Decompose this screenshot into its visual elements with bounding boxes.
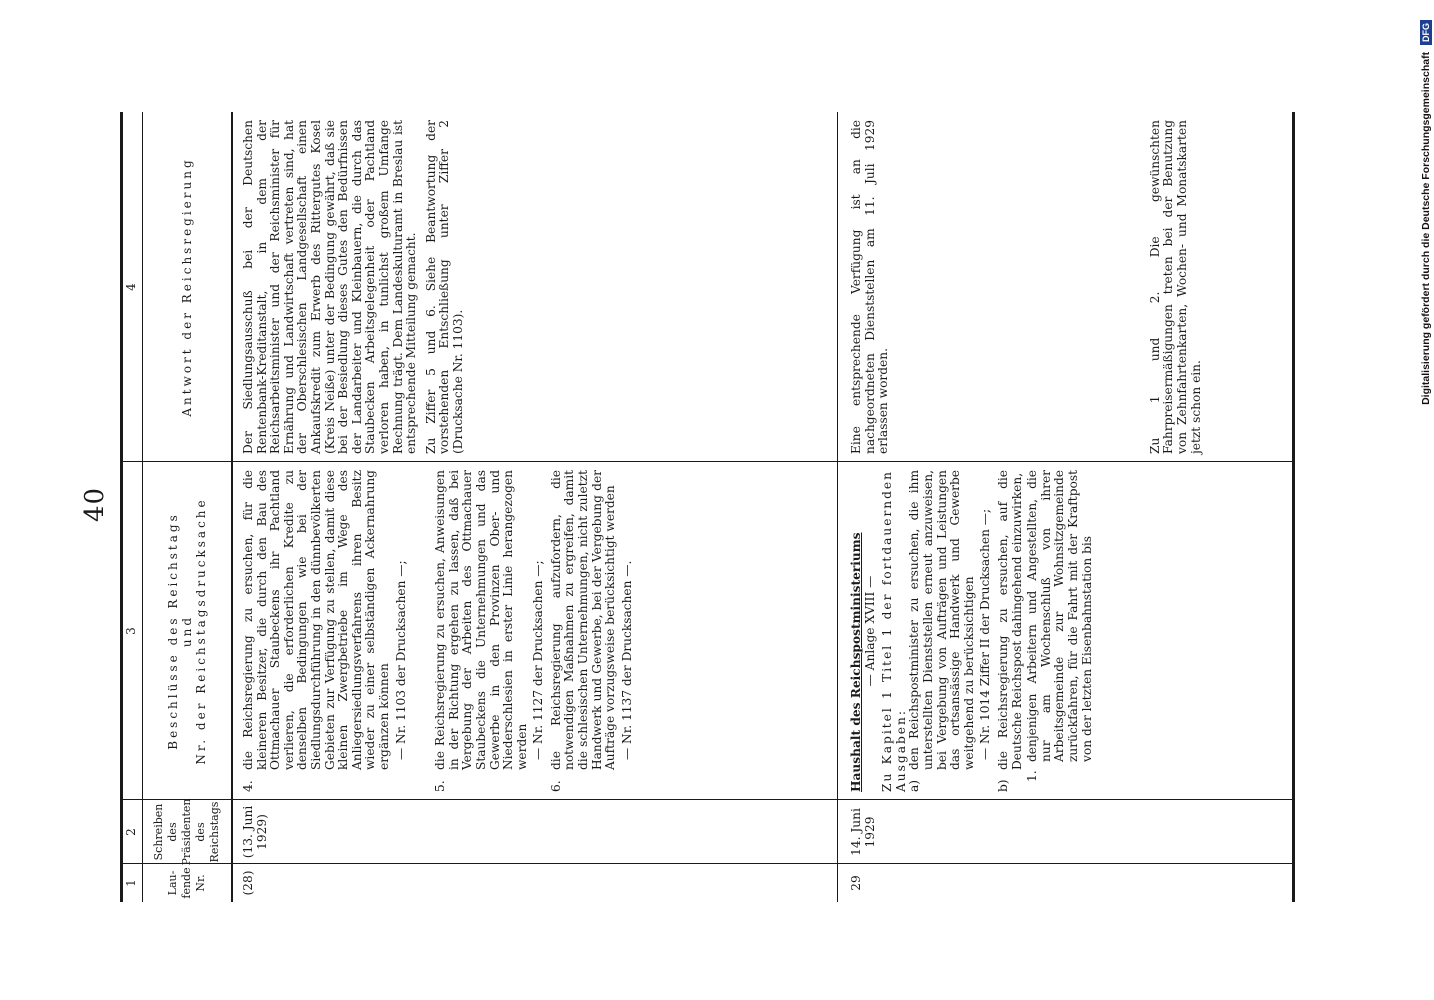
page-number: 40 bbox=[80, 486, 110, 522]
item-text: die Reichsregierung zu ersuchen, für die kleineren Besitzer, die durch den Bau des Ottmachauer Staubeckens ihr Pachtland verlieren, die erforderlichen Kredite zu denselben Bedingungen wie bei der Siedlungsdurchführung in den dünnbevölkerten Gebieten zur Verfügung zu stellen, damit diese kleinen Zwergbetriebe im Wege des Anliegersiedlungsverfahrens ihren Besitz wieder zu einer selbständigen Ackernahrung ergänzen können bbox=[241, 470, 391, 770]
funding-credit-text: Digitalisierung gefördert durch die Deutsche Forschungsgemeinschaft bbox=[1420, 51, 1432, 405]
item-number: 5. bbox=[433, 780, 448, 792]
column-divider bbox=[120, 461, 1295, 462]
drucksache-reference: — Nr. 1014 Ziffer II der Drucksachen —; bbox=[978, 508, 993, 760]
item-text: die Reichsregierung zu ersuchen, Anweisungen in der Richtung ergehen zu lassen, daß bei Vergebung der Arbeiten des Ottmachauer Staubeckens die Unternehmungen und das Gewerbe in den Provinzen Ober- und Niederschlesien in erster Linie herangezogen werden bbox=[433, 470, 529, 770]
table-bottom-rule bbox=[1292, 112, 1295, 902]
column-divider bbox=[120, 863, 1295, 864]
date-line: 1929 bbox=[862, 816, 877, 848]
header-line: des bbox=[166, 822, 179, 842]
item-text: den Reichspostminister zu ersuchen, die ihm unterstellten Dienststellen erneut anzuweisen, bei Vergebung von Aufträgen und Leistungen das ortsansässige Handwerk und Gewerbe weitgehend zu berücksichtigen bbox=[907, 470, 976, 770]
item-number: 1. bbox=[1025, 770, 1040, 782]
header-line: fende bbox=[180, 867, 193, 899]
header-letter-of-president bbox=[146, 800, 228, 864]
budget-title: Haushalt des Reichspostministeriums bbox=[849, 532, 863, 792]
header-line: des bbox=[194, 822, 207, 842]
resolution-item bbox=[242, 470, 392, 792]
column-number: 2 bbox=[124, 828, 138, 836]
answer-text: Der Siedlungsausschuß bei der Deutschen Rentenbank-Kreditanstalt, in dem der Reichsarbeitsminister und der Reichsminister für Ernährung und Landwirtschaft vertreten sind, hat der Oberschlesischen Landgesellschaft einen Ankaufskredit zum Erwerb des Rittergutes Kosel (Kreis Neiße) unter der Bedingung gewährt, daß sie bei der Besiedlung dieses Gutes den Bedürfnissen der Landarbeiter und Kleinbauern, die durch das Staubecken Arbeitsgelegenheit oder Pachtland verloren haben, in tunlichst großem Umfange Rechnung trägt. Dem Landeskulturamt in Breslau ist entsprechende Mitteilung gemacht. bbox=[241, 120, 419, 454]
funding-credit bbox=[1420, 0, 1434, 1000]
resolution-item bbox=[908, 470, 976, 792]
header-line: und bbox=[180, 614, 194, 648]
column-number-rule bbox=[142, 112, 143, 902]
row-divider bbox=[837, 112, 838, 902]
resolution-cell bbox=[242, 470, 638, 792]
item-text: denjenigen Arbeitern und Angestellten, die nur am Wochenschluß von ihrer Arbeitsgemeinde zur Wohnsitzgemeinde zurückfahren, für die Fahrt mit der Kraftpost von der letzten Eisenbahnstation bis bbox=[1025, 470, 1094, 762]
date-line: (13. Juni bbox=[241, 805, 255, 859]
drucksache-reference: — Nr. 1127 der Drucksachen —; bbox=[531, 560, 546, 760]
resolution-sub-item bbox=[1026, 470, 1094, 792]
answer-text: Zu 1 und 2. Die gewünschten Fahrpreisermäßigungen treten bei der Benutzung von Zehnfahrtenkarten, Wochen- und Monatskarten jetzt schon ein. bbox=[1147, 120, 1203, 454]
header-line: Lau- bbox=[166, 870, 179, 896]
answer-cell bbox=[242, 120, 466, 454]
resolution-item bbox=[550, 470, 618, 792]
item-text: die Reichsregierung aufzufordern, die notwendigen Maßnahmen zu ergreifen, damit die schlesischen Unternehmungen, nicht zuletzt Handwerk und Gewerbe, bei der Vergebung der Aufträge vorzugsweise berücksichtigt werden bbox=[548, 470, 618, 770]
resolutions-table bbox=[120, 112, 1295, 902]
item-number: a) bbox=[907, 779, 922, 792]
header-resolutions bbox=[146, 462, 228, 800]
header-line: Reichstags bbox=[208, 801, 221, 863]
header-line: Antwort der Reichsregierung bbox=[180, 157, 194, 417]
chapter-heading: Zu Kapitel 1 Titel 1 der fortdauernden Ausgaben: bbox=[880, 470, 908, 792]
item-number: 6. bbox=[548, 780, 563, 792]
table-top-rule bbox=[120, 112, 123, 902]
annex-label: — Anlage XVIII — bbox=[862, 575, 877, 687]
column-number: 4 bbox=[124, 283, 138, 291]
row-date bbox=[850, 800, 877, 864]
item-number: 4. bbox=[241, 780, 255, 792]
header-line: Schreiben bbox=[152, 803, 165, 861]
resolution-cell bbox=[850, 470, 1094, 792]
column-number: 3 bbox=[124, 627, 138, 635]
answer-text: Eine entsprechende Verfügung ist an die nachgeordneten Dienststellen am 11. Juli 1929 erlassen worden. bbox=[849, 120, 891, 454]
row-number: 29 bbox=[849, 875, 863, 891]
header-government-answer bbox=[146, 112, 228, 462]
header-line: Beschlüsse des Reichstags bbox=[166, 512, 180, 750]
row-number: (28) bbox=[241, 870, 255, 896]
header-line: Nr. der Reichstagsdrucksache bbox=[194, 497, 208, 765]
row-date bbox=[242, 800, 269, 864]
date-line: 1929) bbox=[254, 814, 269, 850]
dfg-logo: DFG bbox=[1420, 20, 1432, 45]
column-divider bbox=[120, 799, 1295, 800]
item-text: die Reichsregierung zu ersuchen, auf die Deutsche Reichspost dahingehend einzuwirken, bbox=[995, 470, 1024, 770]
resolution-item bbox=[434, 470, 529, 792]
resolution-item bbox=[997, 470, 1024, 792]
drucksache-reference: — Nr. 1103 der Drucksachen —; bbox=[393, 560, 408, 760]
header-bottom-rule bbox=[231, 112, 233, 902]
header-line: Präsidenten bbox=[180, 798, 193, 866]
date-line: 14. Juni bbox=[849, 808, 863, 856]
answer-text: Zu Ziffer 5 und 6. Siehe Beantwortung der vorstehenden Entschließung unter Ziffer 2 (Drucksache Nr. 1103). bbox=[423, 120, 465, 454]
column-number: 1 bbox=[124, 879, 138, 887]
item-number: b) bbox=[995, 779, 1010, 792]
header-line: Nr. bbox=[194, 874, 207, 892]
header-running-number bbox=[146, 864, 228, 902]
drucksache-reference: — Nr. 1137 der Drucksachen —. bbox=[619, 560, 634, 760]
answer-cell bbox=[850, 120, 1203, 454]
